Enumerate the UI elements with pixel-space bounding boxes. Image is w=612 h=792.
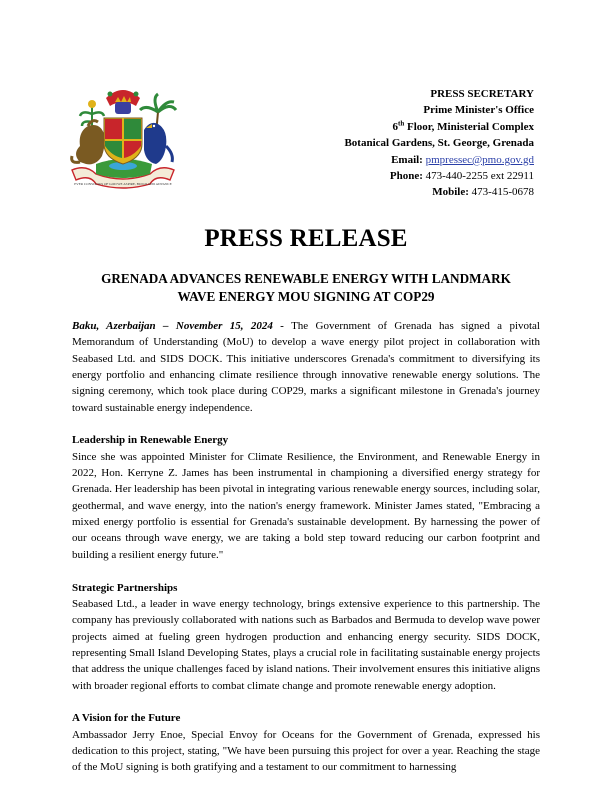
section-heading: Strategic Partnerships (72, 581, 178, 594)
dateline: Baku, Azerbaijan – November 15, 2024 - (72, 320, 284, 332)
mobile-label: Mobile: (432, 186, 469, 199)
section-paragraph: Ambassador Jerry Enoe, Special Envoy for Oceans for the Government of Grenada, expressed his dedication to this project, stating, "We have been pursuing this project for over a year. Reaching the stage of the MoU signing is both gratifying and a testament to our commitment to harnessing (72, 728, 540, 774)
motto-text: EVER CONSCIOUS OF GOD WE ASPIRE, BUILD AND ADVANCE (74, 182, 172, 186)
phone-label: Phone: (389, 170, 423, 183)
contact-phone-line (344, 168, 534, 184)
contact-address: Botanical Gardens, St. George, Grenada (344, 137, 534, 150)
section-paragraph: Since she was appointed Minister for Climate Resilience, the Environment, and Renewable Energy in 2022, Hon. Kerryne Z. James has been instrumental in championing a diversified energy strategy for Grenada. Her leadership has been pivotal in integrating various renewable energy sources, including solar, geothermal, and wave energy, into the nation's energy framework. Minister James stated, "Embracing a mixed energy portfolio is essential for Grenada's sustainable development. By harnessing the power of our oceans through wave energy, we are taking a bold step toward reducing our carbon footprint and building a resilient energy future." (72, 450, 540, 561)
intro-paragraph (72, 318, 540, 416)
headline (60, 270, 552, 305)
contact-email-line (344, 152, 534, 168)
contact-title: PRESS SECRETARY (430, 88, 534, 100)
section-heading: A Vision for the Future (72, 712, 181, 725)
section-heading: Leadership in Renewable Energy (72, 434, 229, 447)
grenada-dove (144, 123, 166, 164)
contact-block (344, 86, 534, 201)
floor-number: 6 (392, 120, 399, 133)
contact-mobile-line (344, 184, 534, 200)
floor-suffix: th (398, 119, 405, 128)
page-title: PRESS RELEASE (204, 225, 408, 252)
floor-rest: Floor, Ministerial Complex (404, 120, 534, 133)
headline-line-2: WAVE ENERGY MOU SIGNING AT COP29 (177, 288, 435, 304)
coat-of-arms-logo (66, 84, 180, 192)
phone-number: 473-440-2255 ext 22911 (425, 170, 534, 183)
section-paragraph: Seabased Ltd., a leader in wave energy technology, brings extensive experience to this partnership. The company has previously collaborated with nations such as Barbados and Bermuda to develop wave power projects aimed at fueling green hydrogen production and enhancing energy security. SIDS DOCK, representing Small Island Developing States, plays a crucial role in facilitating sustainable energy projects that address the unique challenges faced by island nations. Their involvement ensures this initiative aligns with broader regional efforts to combat climate change and promote renewable energy adoption. (72, 597, 540, 692)
headline-line-1: GRENADA ADVANCES RENEWABLE ENERGY WITH LANDMARK (101, 271, 511, 286)
contact-office: Prime Minister's Office (423, 104, 534, 117)
intro-text: The Government of Grenada has signed a pivotal Memorandum of Understanding (MoU) to develop a wave energy pilot project in collaboration with Seabased Ltd. and SIDS DOCK. This initiative underscores Grenada's commitment to diversifying its energy portfolio and enhancing climate resilience through innovative renewable energy solutions. The signing ceremony, which took place during COP29, marks a significant milestone in Grenada's journey toward sustainable energy independence. (72, 320, 540, 414)
contact-floor (344, 119, 534, 135)
mobile-number: 473-415-0678 (471, 186, 534, 199)
email-link[interactable]: pmpressec@pmo.gov.gd (425, 153, 534, 166)
armadillo (76, 125, 105, 164)
article-body (72, 318, 540, 776)
email-label: Email: (391, 153, 423, 166)
